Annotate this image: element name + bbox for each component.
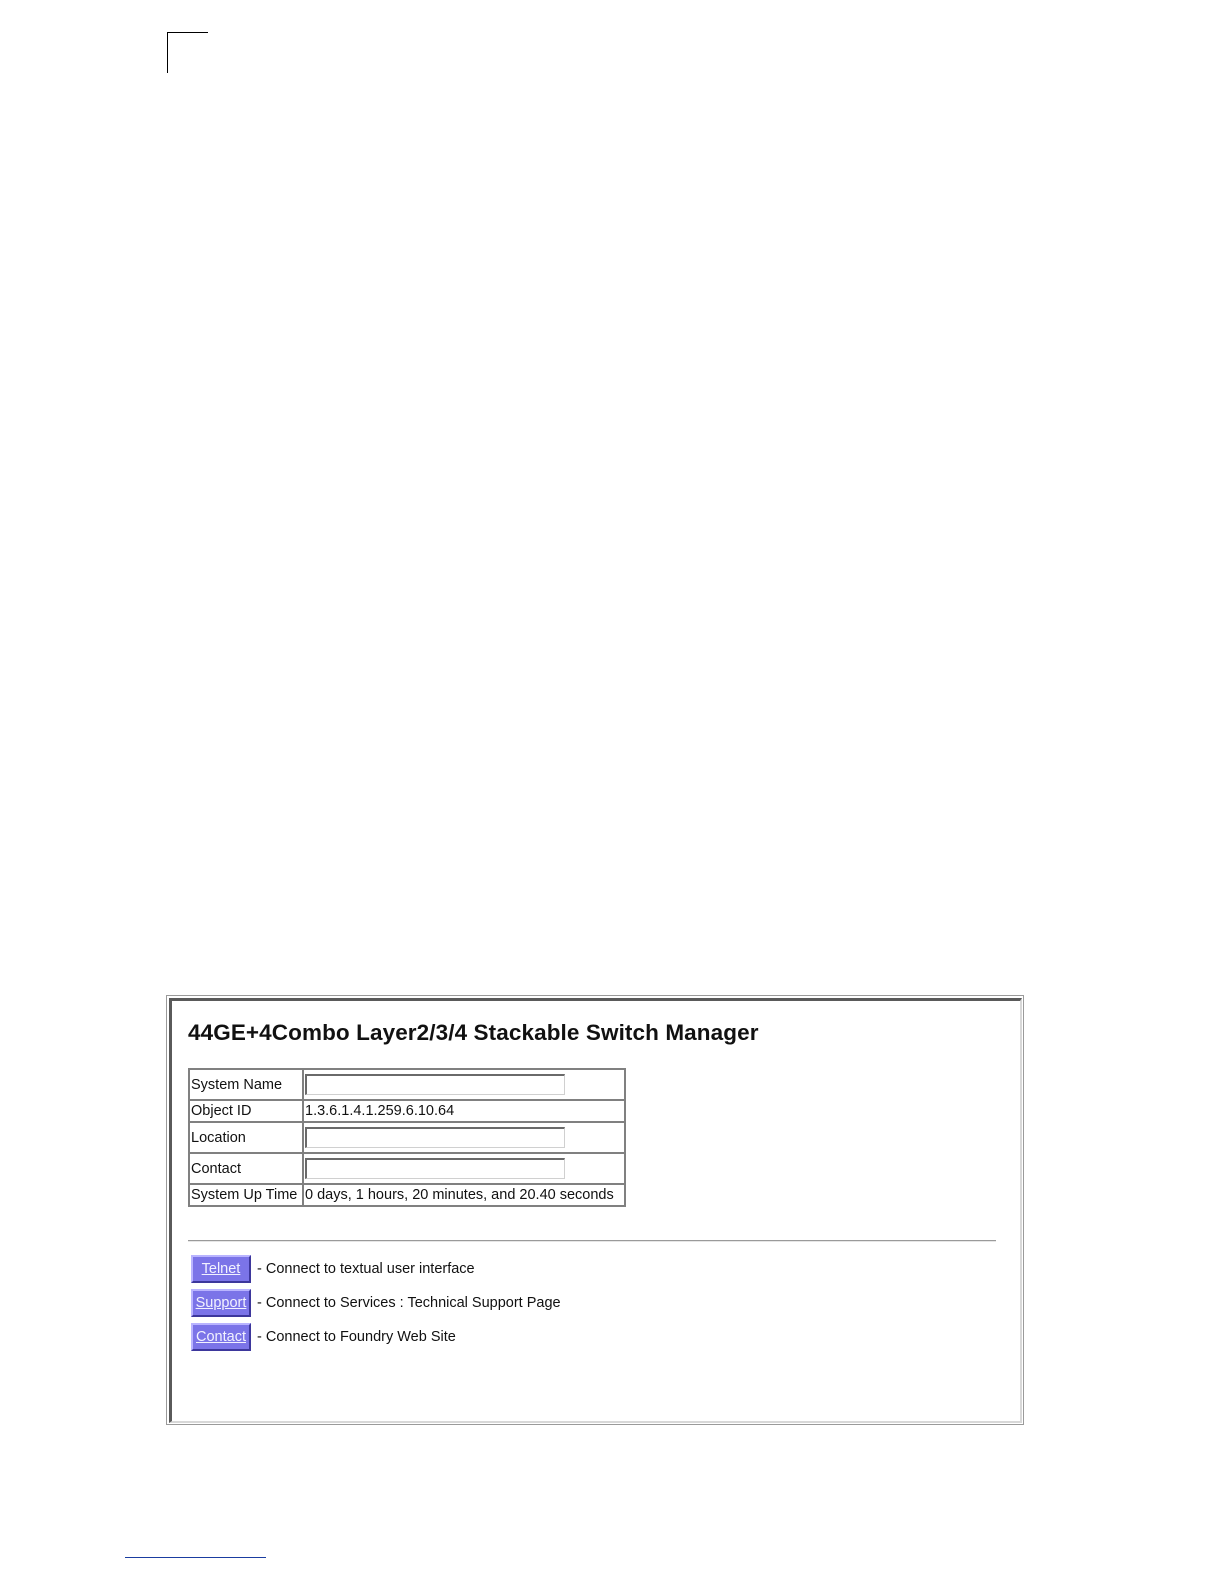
- support-description: - Connect to Services : Technical Support Page: [257, 1295, 561, 1311]
- page-title: 44GE+4Combo Layer2/3/4 Stackable Switch Manager: [188, 1020, 759, 1045]
- object-id-value: 1.3.6.1.4.1.259.6.10.64: [303, 1100, 625, 1122]
- contact-button[interactable]: Contact: [191, 1323, 251, 1351]
- link-row-telnet: [191, 1254, 475, 1284]
- section-divider: [188, 1240, 996, 1242]
- support-button[interactable]: Support: [191, 1289, 251, 1317]
- system-info-table: [188, 1068, 626, 1207]
- link-row-support: [191, 1288, 561, 1318]
- system-up-time-label: System Up Time: [189, 1184, 303, 1206]
- location-input[interactable]: [305, 1127, 565, 1148]
- footer-rule: [125, 1557, 266, 1558]
- telnet-button[interactable]: Telnet: [191, 1255, 251, 1283]
- table-row-location: [189, 1122, 625, 1153]
- contact-description: - Connect to Foundry Web Site: [257, 1329, 456, 1345]
- location-cell: [303, 1122, 625, 1153]
- page-crop-mark: [167, 32, 208, 73]
- object-id-label: Object ID: [189, 1100, 303, 1122]
- link-row-contact: [191, 1322, 456, 1352]
- window-frame: [169, 998, 1022, 1423]
- table-row-object-id: [189, 1100, 625, 1122]
- table-row-system-name: [189, 1069, 625, 1100]
- contact-label: Contact: [189, 1153, 303, 1184]
- contact-input[interactable]: [305, 1158, 565, 1179]
- switch-manager-window: [166, 995, 1024, 1425]
- system-up-time-value: 0 days, 1 hours, 20 minutes, and 20.40 seconds: [303, 1184, 625, 1206]
- table-row-contact: [189, 1153, 625, 1184]
- system-name-label: System Name: [189, 1069, 303, 1100]
- table-row-system-up-time: [189, 1184, 625, 1206]
- location-label: Location: [189, 1122, 303, 1153]
- system-name-input[interactable]: [305, 1074, 565, 1095]
- system-name-cell: [303, 1069, 625, 1100]
- contact-cell: [303, 1153, 625, 1184]
- telnet-description: - Connect to textual user interface: [257, 1261, 475, 1277]
